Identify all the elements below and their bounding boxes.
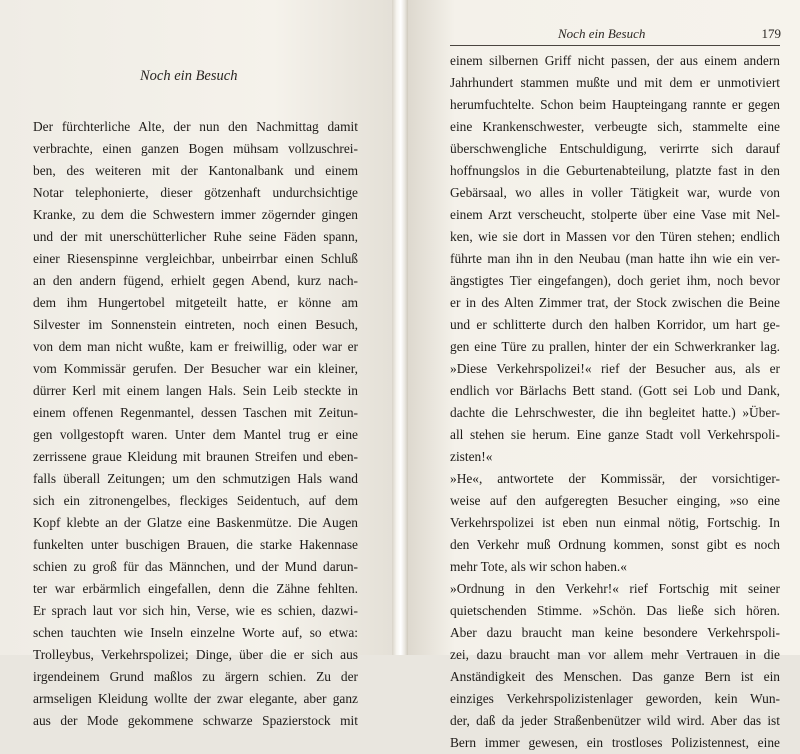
text-line: Trolleybus, Verkehrspolizei; Dinge, über die er sich aus bbox=[33, 647, 358, 662]
text-line: gen vollgestopft waren. Unter dem Mantel trug er eine bbox=[33, 427, 358, 442]
text-line: der, daß da jeder Straßenbenützer wild wird. Aber das ist bbox=[450, 713, 780, 728]
text-line: Notar telephonierte, dieser götzenhaft undurchsichtige bbox=[33, 185, 358, 200]
text-line: »Diese Verkehrspolizei!« rief der Besucher aus, als er bbox=[450, 361, 780, 376]
text-line: führte man ihn in den Neubau (man hatte ihn wie ein ver- bbox=[450, 251, 780, 266]
text-line: irgendeinem Grund maßlos zu ärgern schien. Zu der bbox=[33, 669, 358, 684]
page-number: 179 bbox=[761, 26, 781, 41]
text-line: weise auf den aufgeregten Besucher einging, »so eine bbox=[450, 493, 780, 508]
left-body-text bbox=[33, 116, 358, 732]
text-line: überschwengliche Entschuldigung, verirrte sich darauf bbox=[450, 141, 780, 156]
right-body-text bbox=[450, 50, 780, 754]
text-line: endlich vor Bärlachs Bett stand. (Gott sei Lob und Dank, bbox=[450, 383, 780, 398]
text-line: armseligen Kleidung wollte der zwar elegante, aber ganz bbox=[33, 691, 358, 706]
text-line: zei, dazu braucht man vor allem mehr Vertrauen in die bbox=[450, 647, 780, 662]
text-line: und der mit unerschütterlicher Ruhe seine Fäden spann, bbox=[33, 229, 358, 244]
text-line: sich ein zitronengelbes, fleckiges Seidentuch, auf dem bbox=[33, 493, 358, 508]
text-line: Silvester im Sonnenstein eintreten, noch einen Besuch, bbox=[33, 317, 358, 332]
text-line: mehr Tote, als wir schon haben.« bbox=[450, 559, 627, 574]
text-line: all stehen sie herum. Eine ganze Stadt voll Verkehrspoli- bbox=[450, 427, 780, 442]
text-line: Anständigkeit des Menschen. Das ganze Bern ist ein bbox=[450, 669, 780, 684]
text-line: ken, wie sie dort in Massen vor den Türen stehen; endlich bbox=[450, 229, 780, 244]
text-line: Kranke, zu dem die Schwestern immer zögernder gingen bbox=[33, 207, 358, 222]
running-head: Noch ein Besuch bbox=[558, 26, 646, 41]
text-line: Bern immer gewesen, ein trostloses Polizistennest, eine bbox=[450, 735, 780, 750]
text-line: herumfuchtelte. Schon beim Haupteingang rannte er gegen bbox=[450, 97, 780, 112]
text-line: »Ordnung in den Verkehr!« rief Fortschig mit seiner bbox=[450, 581, 780, 596]
text-line: Der fürchterliche Alte, der nun den Nachmittag damit bbox=[33, 119, 358, 134]
text-line: Jahrhundert stammen mußte und mit dem er unmotiviert bbox=[450, 75, 780, 90]
text-line: schien zu groß für das Männchen, und der Mund darun- bbox=[33, 559, 358, 574]
text-line: schen tauchten wie Inseln einzelne Worte auf, so etwa: bbox=[33, 625, 358, 640]
text-line: zerrissene graue Kleidung mit braunen Streifen und eben- bbox=[33, 449, 358, 464]
text-line: vom Kommissär gerufen. Der Besucher war ein kleiner, bbox=[33, 361, 358, 376]
text-line: einziges Verkehrspolizistenlager geworden, kein Wun- bbox=[450, 691, 780, 706]
text-line: zisten!« bbox=[450, 449, 493, 464]
text-line: hoffnungslos in die Geburtenabteilung, platzte fast in den bbox=[450, 163, 780, 178]
running-head-rule bbox=[450, 45, 780, 46]
text-line: »He«, antwortete der Kommissär, der vorsichtiger- bbox=[450, 471, 780, 486]
text-line: ben, des weiteren mit der Kantonalbank und einem bbox=[33, 163, 358, 178]
text-line: und er schlitterte durch den halben Korridor, um hart ge- bbox=[450, 317, 780, 332]
text-line: dachte die Lehrschwester, die ihn begleitet hatte.) »Über- bbox=[450, 405, 780, 420]
text-line: einem silbernen Griff nicht passen, der aus einem andern bbox=[450, 53, 780, 68]
text-line: verbrachte, einen ganzen Bogen mühsam vollzuschrei- bbox=[33, 141, 358, 156]
text-line: falls überall Zeitungen; um den schmutzigen Hals wand bbox=[33, 471, 358, 486]
text-line: Verkehrspolizei ist eben nun einmal nötig, Fortschig. In bbox=[450, 515, 780, 530]
text-line: einer Riesenspinne vergleichbar, unbeirrbar einen Schluß bbox=[33, 251, 358, 266]
text-line: von dem man nicht wußte, kam er freiwillig, oder war er bbox=[33, 339, 358, 354]
text-line: Kopf klebte an der Glatze eine Baskenmütze. Die Augen bbox=[33, 515, 358, 530]
text-line: er in des Alten Zimmer trat, der Stock zwischen die Beine bbox=[450, 295, 780, 310]
text-line: Er sprach laut vor sich hin, Verse, wie es schien, dazwi- bbox=[33, 603, 358, 618]
chapter-title: Noch ein Besuch bbox=[140, 68, 238, 84]
book-gutter bbox=[392, 0, 408, 655]
text-line: aus der Mode gekommene schwarze Spazierstock mit bbox=[33, 713, 358, 728]
text-line: eine Krankenschwester, verbeugte sich, stammelte eine bbox=[450, 119, 780, 134]
text-line: Aber dazu braucht man keine besondere Verkehrspoli- bbox=[450, 625, 780, 640]
text-line: einem offenen Regenmantel, dessen Taschen mit Zeitun- bbox=[33, 405, 358, 420]
text-line: gen eine Türe zu prallen, hinter der ein Schwerkranker lag. bbox=[450, 339, 780, 354]
text-line: ängstigtes Tier eingefangen), doch geriet ihm, noch bevor bbox=[450, 273, 780, 288]
text-line: quietschenden Stimme. »Schön. Das ließe sich hören. bbox=[450, 603, 780, 618]
text-line: einem Arzt verscheucht, stolperte über eine Vase mit Nel- bbox=[450, 207, 780, 222]
text-line: dem ihm Hungertobel mitgeteilt hatte, er könne am bbox=[33, 295, 358, 310]
text-line: funkelten unter buschigen Brauen, die starke Hakennase bbox=[33, 537, 358, 552]
text-line: dürrer Kerl mit einem langen Hals. Sein Leib steckte in bbox=[33, 383, 358, 398]
text-line: ter war erbärmlich eingefallen, denn die Zähne fehlten. bbox=[33, 581, 358, 596]
text-line: an den andern fügend, erhielt gegen Abend, kurz nach- bbox=[33, 273, 358, 288]
text-line: Gebärsaal, wo alles in voller Tätigkeit war, wurde von bbox=[450, 185, 780, 200]
text-line: den Verkehr muß Ordnung kommen, sonst gibt es noch bbox=[450, 537, 780, 552]
